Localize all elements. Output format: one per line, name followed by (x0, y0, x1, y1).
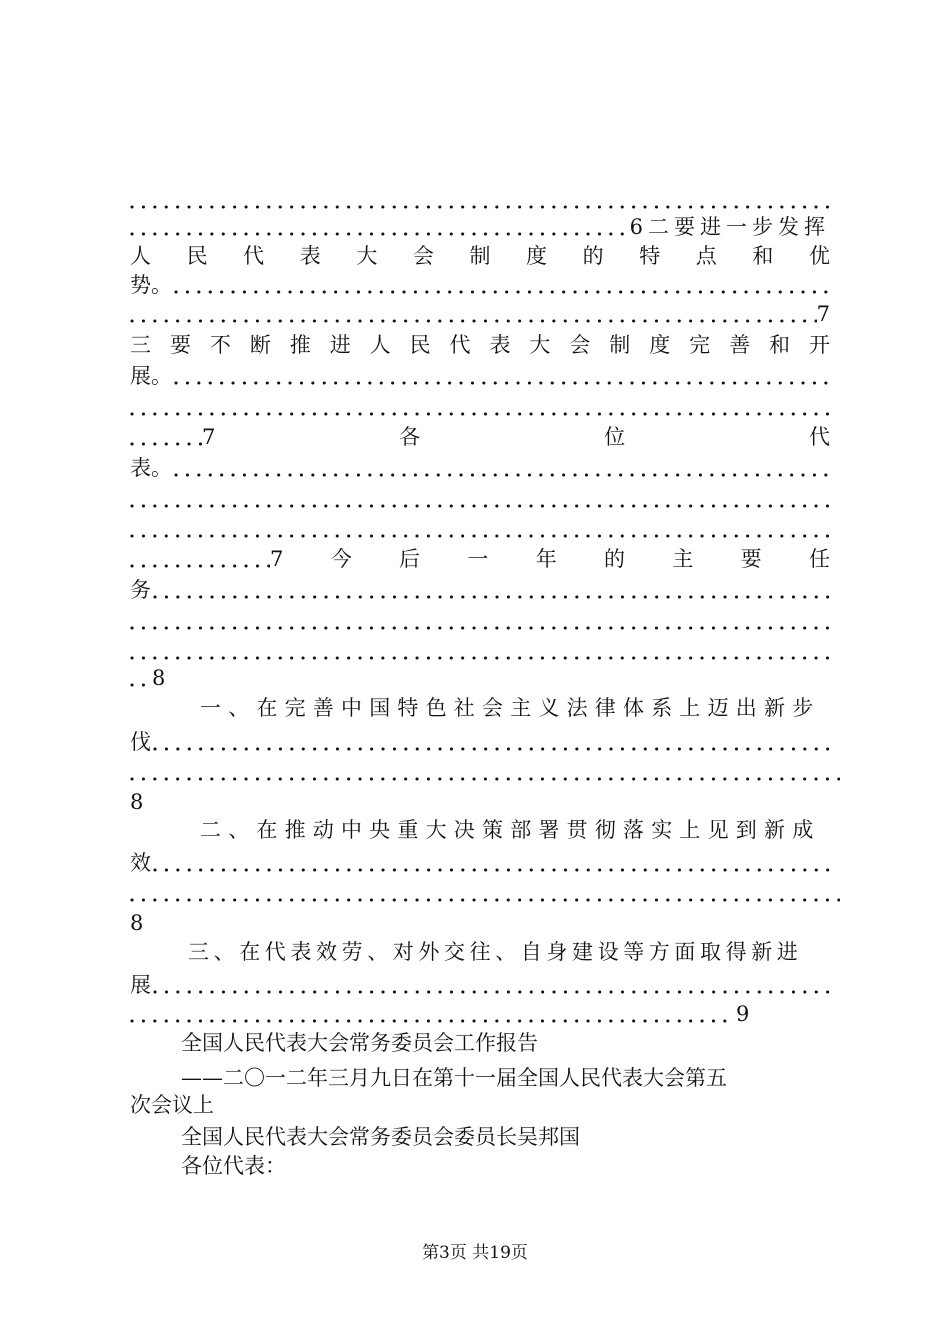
toc-dot-leader (130, 636, 830, 666)
toc-dot-leader (130, 878, 840, 908)
toc-line (130, 422, 830, 452)
toc-line (130, 970, 830, 1000)
toc-char: 民 (186, 244, 208, 268)
toc-dot-leader (130, 514, 830, 544)
toc-entry-justified (130, 241, 830, 271)
toc-char: 要 (740, 547, 762, 571)
report-subtitle: ——二〇一二年三月九日在第十一届全国人民代表大会第五 (181, 1066, 727, 1090)
toc-dot-leader (130, 484, 830, 514)
toc-char: 度 (526, 244, 548, 268)
dot-leader (130, 484, 830, 514)
toc-page-number: 7 (816, 302, 830, 326)
toc-char: 会 (569, 333, 591, 357)
toc-char: 和 (752, 244, 774, 268)
toc-line (130, 848, 830, 878)
dot-leader (130, 999, 736, 1029)
toc-entry-text: 务 (130, 578, 151, 602)
toc-entry-text: 伐 (130, 730, 151, 754)
toc-char: 主 (672, 547, 694, 571)
dot-leader (130, 299, 817, 329)
toc-char: 进 (329, 333, 351, 357)
dot-leader (130, 212, 630, 242)
dot-leader (151, 848, 830, 878)
dot-leader (130, 663, 152, 693)
report-subtitle-cont: 次会议上 (130, 1093, 214, 1117)
toc-line (130, 544, 830, 574)
toc-char: 和 (769, 333, 790, 357)
toc-dot-leader (130, 757, 840, 787)
toc-char: 点 (695, 244, 717, 268)
toc-char: 优 (808, 244, 830, 268)
toc-entry-text: 展。 (130, 364, 172, 388)
report-speaker: 全国人民代表大会常务委员会委员长吴邦国 (181, 1125, 580, 1149)
toc-page-number: 7 (270, 547, 284, 571)
toc-char: 民 (409, 333, 431, 357)
toc-char: 要 (169, 333, 191, 357)
toc-char: 度 (649, 333, 671, 357)
toc-char: 不 (209, 333, 231, 357)
dot-leader (130, 757, 840, 787)
toc-line (130, 999, 830, 1029)
dot-leader (172, 361, 830, 391)
dot-leader (172, 453, 830, 483)
toc-line (130, 361, 830, 391)
toc-page-number: 8 (152, 666, 166, 690)
toc-char: 制 (469, 244, 491, 268)
toc-char: 位 (604, 425, 626, 449)
toc-char: 年 (535, 547, 557, 571)
toc-entry-text: 效 (130, 851, 151, 875)
toc-line (130, 299, 830, 329)
toc-char: 大 (529, 333, 551, 357)
toc-char: 善 (729, 333, 751, 357)
toc-char: 的 (604, 547, 626, 571)
toc-line (130, 575, 830, 605)
dot-leader (130, 392, 830, 422)
toc-section-title: 二、在推动中央重大决策部署贯彻落实上见到新成 (200, 818, 821, 842)
dot-leader (130, 878, 840, 908)
toc-section-title: 一、在完善中国特色社会主义法律体系上迈出新步 (200, 696, 821, 720)
toc-dot-leader (130, 392, 830, 422)
report-title: 全国人民代表大会常务委员会工作报告 (181, 1031, 538, 1055)
toc-line (130, 212, 830, 242)
toc-char: 三 (130, 333, 151, 357)
toc-char: 完 (689, 333, 711, 357)
dot-leader (172, 270, 830, 300)
toc-entry-justified (130, 330, 830, 360)
toc-char: 制 (609, 333, 631, 357)
toc-char: 各 (399, 425, 421, 449)
toc-char: 表 (299, 244, 321, 268)
toc-line (130, 270, 830, 300)
toc-char: 会 (412, 244, 434, 268)
dot-leader (130, 422, 202, 452)
toc-char: 后 (399, 547, 421, 571)
toc-dot-leader (130, 185, 830, 215)
toc-char: 表 (489, 333, 511, 357)
toc-entry-text: 6二要进一步发挥 (629, 215, 830, 239)
toc-char: 代 (243, 244, 265, 268)
toc-char: 今 (330, 547, 352, 571)
toc-char: 开 (808, 333, 830, 357)
toc-entry-text: 表。 (130, 456, 172, 480)
toc-char: 代 (809, 425, 830, 449)
toc-line (130, 453, 830, 483)
toc-char: 任 (809, 547, 830, 571)
toc-page-number: 8 (130, 911, 144, 935)
toc-dot-leader (130, 606, 830, 636)
toc-char: 特 (639, 244, 661, 268)
greeting: 各位代表： (181, 1154, 286, 1178)
dot-leader (130, 544, 270, 574)
dot-leader (151, 575, 830, 605)
toc-char: 推 (289, 333, 311, 357)
dot-leader (151, 970, 830, 1000)
dot-leader (130, 185, 830, 215)
toc-entry-text: 展 (130, 973, 151, 997)
page-footer: 第3页 共19页 (422, 1243, 528, 1263)
toc-char: 人 (369, 333, 391, 357)
toc-char: 的 (582, 244, 604, 268)
toc-line (130, 727, 830, 757)
toc-char: 断 (249, 333, 271, 357)
dot-leader (130, 514, 830, 544)
dot-leader (130, 606, 830, 636)
toc-entry-text: 势。 (130, 273, 172, 297)
toc-char: 大 (356, 244, 378, 268)
toc-page-number: 8 (130, 790, 144, 814)
dot-leader (151, 727, 830, 757)
toc-char: 一 (467, 547, 489, 571)
toc-char: 人 (130, 244, 151, 268)
toc-section-title: 三、在代表效劳、对外交往、自身建设等方面取得新进 (188, 940, 803, 964)
toc-line (130, 663, 830, 693)
toc-page-number: 9 (736, 1002, 750, 1026)
toc-char: 代 (449, 333, 471, 357)
toc-page-number: 7 (202, 425, 216, 449)
dot-leader (130, 636, 830, 666)
